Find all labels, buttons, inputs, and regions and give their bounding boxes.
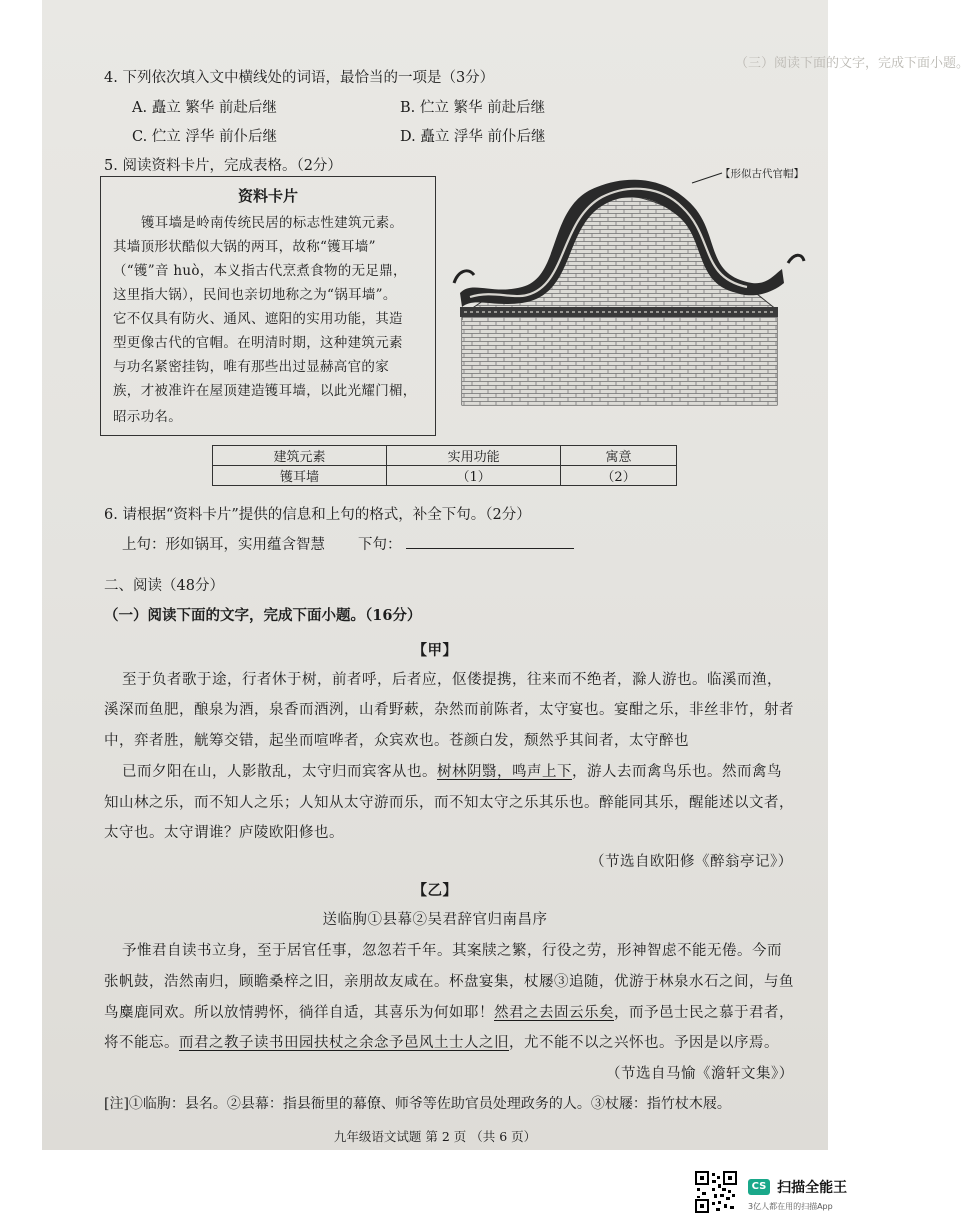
passage-source: （节选自马愉《澹轩文集》） xyxy=(606,1066,794,1082)
section-heading: 二、阅读（48分） xyxy=(104,578,224,594)
table-header: 实用功能 xyxy=(387,446,561,466)
q4-option-b: B. 伫立 繁华 前赴后继 xyxy=(400,100,546,116)
info-card-line: 其墙顶形状酷似大锅的两耳，故称“镬耳墙” xyxy=(113,239,376,255)
page-footer: 九年级语文试题 第 2 页 （共 6 页） xyxy=(333,1129,537,1144)
info-card-line: 它不仅具有防火、通风、遮阳的实用功能，其造 xyxy=(113,311,403,327)
text-span: ，游人去而禽鸟乐也。然而禽鸟 xyxy=(572,764,782,780)
text-span: 已而夕阳在山，人影散乱，太守归而宾客从也。 xyxy=(122,764,437,780)
underlined-phrase: 然君之去固云乐矣 xyxy=(494,1005,614,1021)
answer-table xyxy=(212,445,677,486)
info-card-title: 资料卡片 xyxy=(237,187,298,205)
info-card-line: 族，才被准许在屋顶建造镬耳墙，以此光耀门楣， xyxy=(113,383,417,399)
passage-line: 中，弈者胜，觥筹交错，起坐而喧哗者，众宾欢也。苍颜白发，颓然乎其间者，太守醉也 xyxy=(104,733,689,749)
text-span: 将不能忘。 xyxy=(104,1035,179,1051)
passage-line: 知山林之乐，而不知人之乐；人知从太守游而乐，而不知太守之乐其乐也。醉能同其乐，醒能述以文者， xyxy=(104,795,794,811)
brand-name: 扫描全能王 xyxy=(777,1179,848,1196)
footnote: [注]①临朐：县名。②县幕：指县衙里的幕僚、师爷等佐助官员处理政务的人。③杖屦：指竹杖木屐。 xyxy=(104,1096,731,1112)
table-header: 寓意 xyxy=(561,446,677,466)
table-cell-blank-1[interactable]: （1） xyxy=(387,466,561,486)
q6-lower-line xyxy=(358,533,574,554)
passage-line: 予惟君自读书立身，至于居官任事，忽忽若千年。其案牍之繁，行役之劳，形神智虑不能无倦。今而 xyxy=(122,943,782,959)
table-cell-blank-2[interactable]: （2） xyxy=(561,466,677,486)
table-cell: 镬耳墙 xyxy=(213,466,387,486)
passage-line xyxy=(122,760,782,781)
passage-line: 溪深而鱼肥，酿泉为酒，泉香而酒洌，山肴野蔌，杂然而前陈者，太守宴也。宴酣之乐，非丝非竹，射者 xyxy=(104,702,794,718)
info-card-line: 昭示功名。 xyxy=(113,409,182,425)
cs-logo-icon: CS xyxy=(748,1179,770,1195)
passage-yi-marker: 【乙】 xyxy=(412,882,458,899)
table-header: 建筑元素 xyxy=(213,446,387,466)
table-header-row xyxy=(213,446,677,466)
figure-label: 【形似古代官帽】 xyxy=(720,168,804,180)
text-span: ，而予邑士民之慕于君者， xyxy=(614,1005,794,1021)
wok-ear-wall-illustration xyxy=(452,165,812,410)
info-card-line: 型更像古代的官帽。在明清时期，这种建筑元素 xyxy=(113,335,403,351)
passage-line xyxy=(104,1001,794,1022)
passage-yi-title: 送临朐①县幕②吴君辞官归南昌序 xyxy=(322,912,548,928)
passage-line: 太守也。太守谓谁？庐陵欧阳修也。 xyxy=(104,825,344,841)
passage-line: 至于负者歌于途，行者休于树，前者呼，后者应，伛偻提携，往来而不绝者，滁人游也。临溪而渔， xyxy=(122,672,782,688)
underlined-phrase: 而君之教子读书田园扶杖之余念予邑风土士人之旧 xyxy=(179,1035,509,1051)
passage-line: 张帆鼓，浩然南归，顾瞻桑梓之旧，亲朋故友咸在。杯盘宴集，杖屦③追随，优游于林泉水石之间，与鱼 xyxy=(104,974,794,990)
info-card-line: 这里指大锅），民间也亲切地称之为“锅耳墙”。 xyxy=(113,287,397,303)
scanner-brand xyxy=(748,1176,847,1212)
passage-source: （节选自欧阳修《醉翁亭记》） xyxy=(590,854,793,870)
q4-option-d: D. 矗立 浮华 前仆后继 xyxy=(400,129,546,145)
text-span: ，尤不能不以之兴怀也。予因是以序焉。 xyxy=(509,1035,779,1051)
passage-line xyxy=(104,1031,779,1052)
table-row xyxy=(213,466,677,486)
q5-stem: 5. 阅读资料卡片，完成表格。（2分） xyxy=(104,158,342,174)
q6-upper-line: 上句：形如锅耳，实用蕴含智慧 xyxy=(122,537,325,553)
q6-answer-blank[interactable] xyxy=(406,534,574,549)
subsection-heading: （一）阅读下面的文字，完成下面小题。（16分） xyxy=(104,607,422,624)
q4-option-a: A. 矗立 繁华 前赴后继 xyxy=(132,100,277,116)
q4-option-c: C. 伫立 浮华 前仆后继 xyxy=(132,129,278,145)
q6-stem: 6. 请根据“资料卡片”提供的信息和上句的格式，补全下句。（2分） xyxy=(104,507,531,523)
qr-code-icon xyxy=(694,1170,738,1214)
text-span: 鸟麋鹿同欢。所以放情骋怀，徜徉自适，其喜乐为何如耶！ xyxy=(104,1005,494,1021)
passage-jia-marker: 【甲】 xyxy=(412,642,458,659)
info-card-line: 与功名紧密挂钩，唯有那些出过显赫高官的家 xyxy=(113,359,389,375)
q6-lower-label: 下句： xyxy=(358,537,402,553)
info-card-line: 镬耳墙是岭南传统民居的标志性建筑元素。 xyxy=(141,215,404,231)
brand-tagline: 3亿人都在用的扫描App xyxy=(748,1201,833,1211)
info-card xyxy=(100,176,436,436)
bleed-through-text: （三）阅读下面的文字，完成下面小题。 xyxy=(735,56,969,71)
q4-stem: 4. 下列依次填入文中横线处的词语，最恰当的一项是（3分） xyxy=(104,70,495,86)
underlined-phrase: 树林阴翳，鸣声上下 xyxy=(437,764,572,780)
info-card-line: （“镬”音 huò，本义指古代烹煮食物的无足鼎， xyxy=(113,263,407,279)
